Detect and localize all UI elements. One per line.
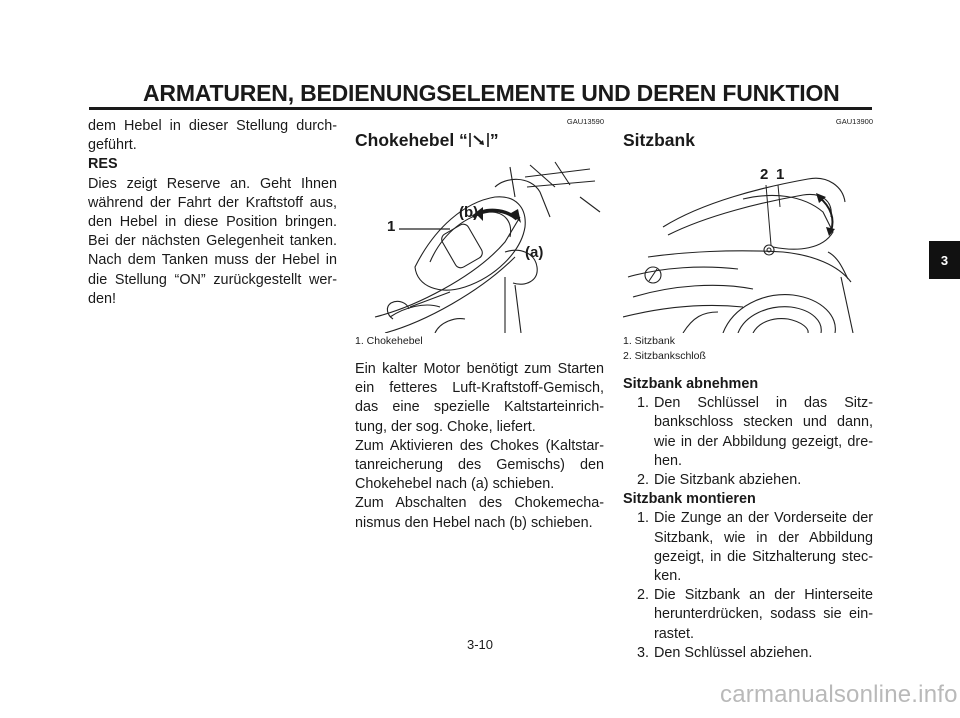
seat-install-step: 2. Die Sitzbank an der Hinterseite herunterdrücken, sodass sie ein-rastet. xyxy=(636,587,873,642)
handlebar-drawing xyxy=(355,157,604,333)
chapter-tab: 3 xyxy=(929,241,960,279)
seat-install-heading: Sitzbank montieren xyxy=(623,491,756,508)
page-header-title: ARMATUREN, BEDIENUNGSELEMENTE UND DEREN FUNKTION xyxy=(143,80,840,106)
seat-remove-step: 2. Die Sitzbank abziehen. xyxy=(636,472,802,489)
choke-symbol-icon xyxy=(468,130,490,150)
seat-illustration xyxy=(623,157,873,333)
choke-figure-label-a: (a) xyxy=(525,244,544,261)
choke-figure-label-b: (b) xyxy=(459,204,479,221)
choke-paragraph-3: Zum Abschalten des Chokemecha-nismus den Hebel nach (b) schieben. xyxy=(355,495,604,531)
seat-caption-1: 1. Sitzbank xyxy=(623,335,675,347)
seat-remove-heading: Sitzbank abnehmen xyxy=(623,376,759,392)
choke-paragraph-1: Ein kalter Motor benötigt zum Starten ein fetteres Luft-Kraftstoff-Gemisch, das eine spezielle Kaltstarteinrich-tung, der sog. Choke, liefert. xyxy=(355,361,604,435)
seat-figure-label-2: 2 xyxy=(760,166,769,183)
res-heading: RES xyxy=(88,156,118,173)
column-fuel-continued xyxy=(88,117,337,309)
intro-paragraph: dem Hebel in dieser Stellung durch-geführt. xyxy=(88,118,337,154)
choke-caption: 1. Chokehebel xyxy=(355,335,423,347)
seat-drawing xyxy=(623,157,873,333)
seat-install-step: 3. Den Schlüssel abziehen. xyxy=(636,644,813,661)
choke-section-title: Chokehebel “ ” xyxy=(355,130,499,150)
header-rule xyxy=(89,107,872,110)
seat-remove-step: 1. Den Schlüssel in das Sitz-bankschloss stecken und dann, wie in der Abbildung gezeigt, dre-hen. xyxy=(636,395,873,469)
watermark-text: carmanualsonline.info xyxy=(720,681,958,708)
choke-lever-illustration xyxy=(355,157,604,333)
res-paragraph: Dies zeigt Reserve an. Geht Ihnen während der Fahrt der Kraftstoff aus, den Hebel in diese Position bringen. Bei der nächsten Gelegenheit tanken. Nach dem Tanken muss der Hebel in die Stellung “ON” zurückgestellt wer-den! xyxy=(88,175,337,307)
choke-section-code: GAU13590 xyxy=(566,117,604,126)
seat-section-title: Sitzbank xyxy=(623,130,695,150)
column-seat xyxy=(623,117,873,663)
choke-figure-label-1: 1 xyxy=(387,218,396,235)
seat-install-step: 1. Die Zunge an der Vorderseite der Sitzbank, wie in der Abbildung gezeigt, in die Sitzhalterung stec-ken. xyxy=(636,510,873,585)
choke-paragraph-2: Zum Aktivieren des Chokes (Kaltstar-tanreicherung des Gemischs) den Chokehebel nach (a) schieben. xyxy=(355,437,604,493)
page-number: 3-10 xyxy=(466,637,494,652)
seat-figure-label-1: 1 xyxy=(776,166,785,183)
column-choke xyxy=(355,117,604,533)
seat-caption-2: 2. Sitzbankschloß xyxy=(623,350,706,362)
seat-section-code: GAU13900 xyxy=(835,117,873,126)
